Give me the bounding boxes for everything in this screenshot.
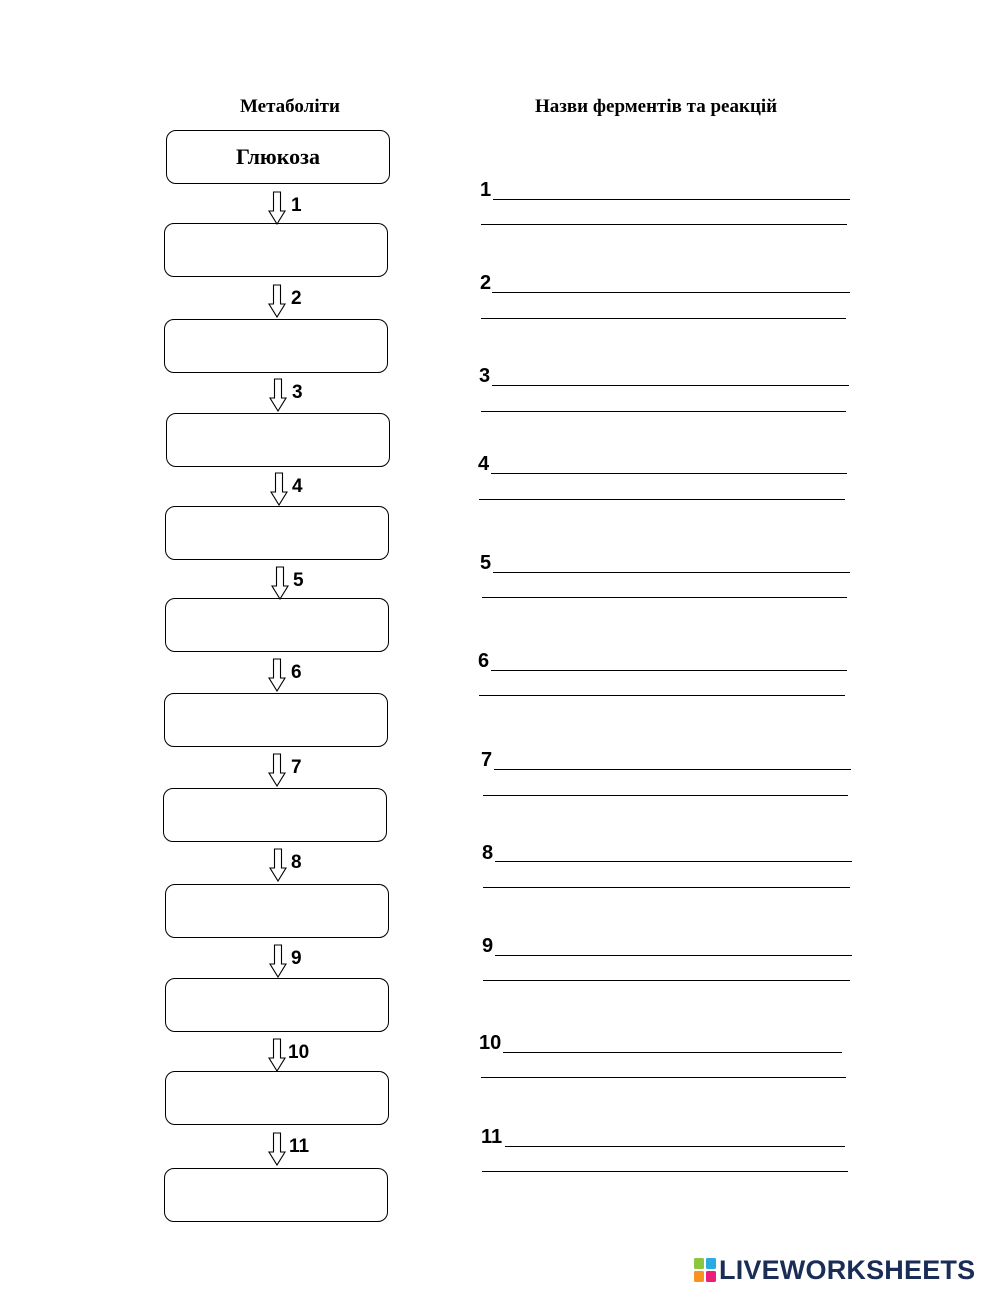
answer-input-line1[interactable]	[495, 837, 852, 863]
answer-number: 4	[478, 453, 490, 475]
step-number: 2	[291, 288, 302, 309]
answer-input-line2[interactable]	[483, 956, 850, 982]
step-number: 1	[291, 195, 302, 216]
answer-input-line1[interactable]	[503, 1028, 842, 1054]
answer-input-line2[interactable]	[481, 1053, 846, 1079]
answer-number: 8	[482, 842, 494, 864]
step-number: 6	[291, 662, 302, 683]
down-arrow-icon	[268, 1038, 286, 1072]
answer-underline	[479, 499, 845, 500]
answer-underline	[483, 887, 850, 888]
answer-underline	[479, 695, 845, 696]
step-number: 7	[291, 757, 302, 778]
answer-input-line1[interactable]	[491, 646, 847, 672]
answer-underline	[495, 861, 852, 862]
answer-underline	[483, 795, 848, 796]
step-number: 4	[292, 476, 303, 497]
answer-input-line2[interactable]	[479, 475, 845, 501]
enzymes-heading: Назви ферментів та реакцій	[535, 96, 778, 117]
down-arrow-icon	[271, 566, 289, 600]
answer-input-line1[interactable]	[493, 548, 850, 574]
down-arrow-icon	[269, 848, 287, 882]
metabolite-box[interactable]	[165, 506, 389, 560]
answer-underline	[481, 1077, 846, 1078]
answer-input-line2[interactable]	[481, 294, 846, 320]
answer-input-line2[interactable]	[483, 863, 850, 889]
answer-input-line1[interactable]	[505, 1122, 845, 1148]
answer-underline	[491, 473, 847, 474]
metabolite-box[interactable]	[164, 319, 388, 373]
answer-input-line2[interactable]	[479, 671, 845, 697]
answer-input-line1[interactable]	[494, 745, 851, 771]
answer-input-line2[interactable]	[481, 387, 846, 413]
answer-underline	[482, 597, 847, 598]
answer-underline	[494, 769, 851, 770]
answer-number: 5	[480, 552, 492, 574]
down-arrow-icon	[268, 658, 286, 692]
answer-number: 6	[478, 650, 490, 672]
down-arrow-icon	[270, 472, 288, 506]
answer-input-line1[interactable]	[493, 175, 850, 201]
metabolite-box-glucose: Глюкоза	[166, 130, 390, 184]
answer-underline	[481, 224, 847, 225]
answer-number: 3	[479, 365, 491, 387]
metabolite-box[interactable]	[164, 1168, 388, 1222]
metabolite-box[interactable]	[166, 413, 390, 467]
step-number: 8	[291, 852, 302, 873]
answer-input-line2[interactable]	[482, 1147, 848, 1173]
answer-input-line2[interactable]	[483, 771, 848, 797]
answer-input-line2[interactable]	[481, 200, 847, 226]
metabolite-box[interactable]	[165, 884, 389, 938]
down-arrow-icon	[268, 284, 286, 318]
metabolites-heading: Метаболіти	[240, 96, 340, 117]
answer-number: 2	[480, 272, 492, 294]
metabolite-box[interactable]	[164, 223, 388, 277]
answer-number: 9	[482, 935, 494, 957]
answer-number: 1	[480, 179, 492, 201]
step-number: 3	[292, 382, 303, 403]
answer-input-line1[interactable]	[492, 268, 850, 294]
metabolite-box[interactable]	[165, 978, 389, 1032]
answer-underline	[481, 318, 846, 319]
answer-input-line2[interactable]	[482, 573, 847, 599]
answer-underline	[483, 980, 850, 981]
step-number: 9	[291, 948, 302, 969]
down-arrow-icon	[268, 1132, 286, 1166]
answer-underline	[492, 292, 850, 293]
answer-number: 11	[481, 1126, 503, 1148]
answer-number: 7	[481, 749, 493, 771]
step-number: 10	[288, 1042, 310, 1063]
answer-input-line1[interactable]	[492, 361, 849, 387]
answer-underline	[492, 385, 849, 386]
answer-underline	[481, 411, 846, 412]
step-number: 11	[289, 1136, 310, 1157]
down-arrow-icon	[268, 753, 286, 787]
down-arrow-icon	[269, 944, 287, 978]
answer-input-line1[interactable]	[491, 449, 847, 475]
metabolite-box[interactable]	[165, 1071, 389, 1125]
down-arrow-icon	[268, 191, 286, 225]
down-arrow-icon	[269, 378, 287, 412]
answer-input-line1[interactable]	[495, 931, 852, 957]
metabolite-box[interactable]	[165, 598, 389, 652]
answer-underline	[482, 1171, 848, 1172]
metabolite-box[interactable]	[164, 693, 388, 747]
liveworksheets-logo-text: LIVEWORKSHEETS	[719, 1254, 976, 1285]
metabolite-box[interactable]	[163, 788, 387, 842]
answer-number: 10	[479, 1032, 502, 1054]
liveworksheets-logo-icon	[694, 1258, 716, 1282]
liveworksheets-logo	[694, 1255, 975, 1285]
step-number: 5	[293, 570, 304, 591]
